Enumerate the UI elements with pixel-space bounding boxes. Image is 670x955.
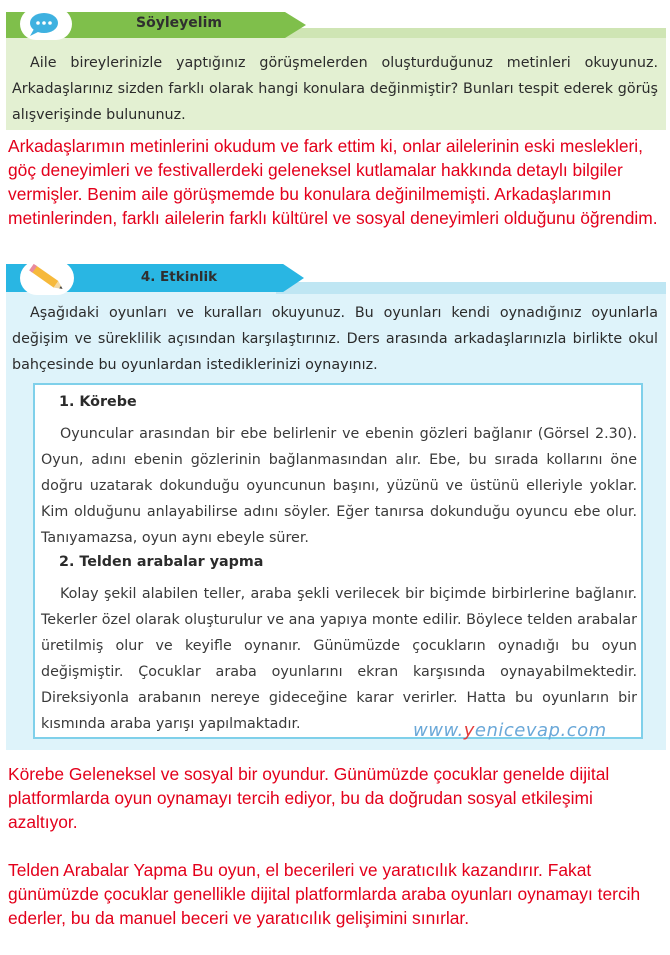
game-title-korebe: 1. Körebe [59,394,137,410]
activity-section-title: 4. Etkinlik [140,269,218,285]
speak-header-stripe [276,28,666,38]
game-text-wire-cars: Kolay şekil alabilen teller, araba şekli verilecek bir biçimde birbirlerine bağlanır. Tekerler özel olarak oluşturulur ve ana yapıya monte edilir. Böylece telden arabalar üretilmiş olur ve keyifle oynanır. Günümüzde çocukların oynadığı bu oyun değişmiştir. Çocuklar araba oyunlarını ekran karşısında oynayabilmektedir. Direksiyonla arabanın nereye gideceğine karar verirler. Hatta bu oyunların bir kısmında araba yarışı yapılmaktadır. [41,586,637,732]
pencil-icon [20,261,74,295]
activity-instructions: Aşağıdaki oyunları ve kuralları okuyunuz. Bu oyunları kendi oynadığınız oyunlarla değişim ve süreklilik açısından karşılaştırınız. Ders arasında arkadaşlarınızla birlikte okul bahçesinde bu oyunlardan istediklerinizi oynayınız. [12,305,658,373]
activity-header-stripe [276,282,666,294]
speak-answer: Arkadaşlarımın metinlerini okudum ve fark ettim ki, onlar ailelerinin eski meslekleri, göç deneyimleri ve festivallerdeki geleneksel kutlamalar hakkında detaylı bilgiler vermişler. Benim aile görüşmemde bu konulara değinilmemişti. Arkadaşlarımın metinlerinden, farklı ailelerin farklı kültürel ve sosyal deneyimleri olduğunu öğrendim. [8,136,658,228]
speech-bubble-icon [20,8,72,40]
game-text-korebe: Oyuncular arasından bir ebe belirlenir ve ebenin gözleri bağlanır (Görsel 2.30). Oyun, adını ebenin gözlerinin bağlanmasından alır. Ebe, bu sırada kollarını öne doğru uzatarak dokunduğu oyuncunun başını, yüzünü ve üstünü elleriyle yoklar. Kim olduğunu anlayabilirse adını söyler. Eğer tanırsa dokunduğu oyuncu ebe olur. Tanıyamazsa, oyun aynı ebeyle sürer. [41,426,637,546]
game-title-wire-cars: 2. Telden arabalar yapma [59,554,264,570]
activity-icon-badge [20,261,74,295]
watermark: www.yenicevap.com [413,720,607,741]
speak-instructions: Aile bireylerinizle yaptığınız görüşmelerden oluşturduğunuz metinleri okuyunuz. Arkadaşlarınız sizden farklı olarak hangi konulara değinmiştir? Bunları tespit ederek görüş alışverişinde bulununuz. [12,55,658,123]
activity-answer-korebe: Körebe Geleneksel ve sosyal bir oyundur. Günümüzde çocuklar genelde dijital platformlarda oyun oynamayı tercih ediyor, bu da doğrudan sosyal etkileşimi azaltıyor. [8,764,610,832]
activity-answer-wire-cars: Telden Arabalar Yapma Bu oyun, el becerileri ve yaratıcılık kazandırır. Fakat günümüzde çocuklar genellikle dijital platformlarda araba oyunları oynamayı tercih ederler, bu da manuel beceri ve yaratıcılık gelişimini sınırlar. [8,860,641,928]
activity-section-header [6,260,666,296]
speak-section-header [6,8,666,42]
speak-section-title: Söyleyelim [136,15,222,31]
speak-icon-badge [20,8,72,40]
games-box [33,383,643,739]
